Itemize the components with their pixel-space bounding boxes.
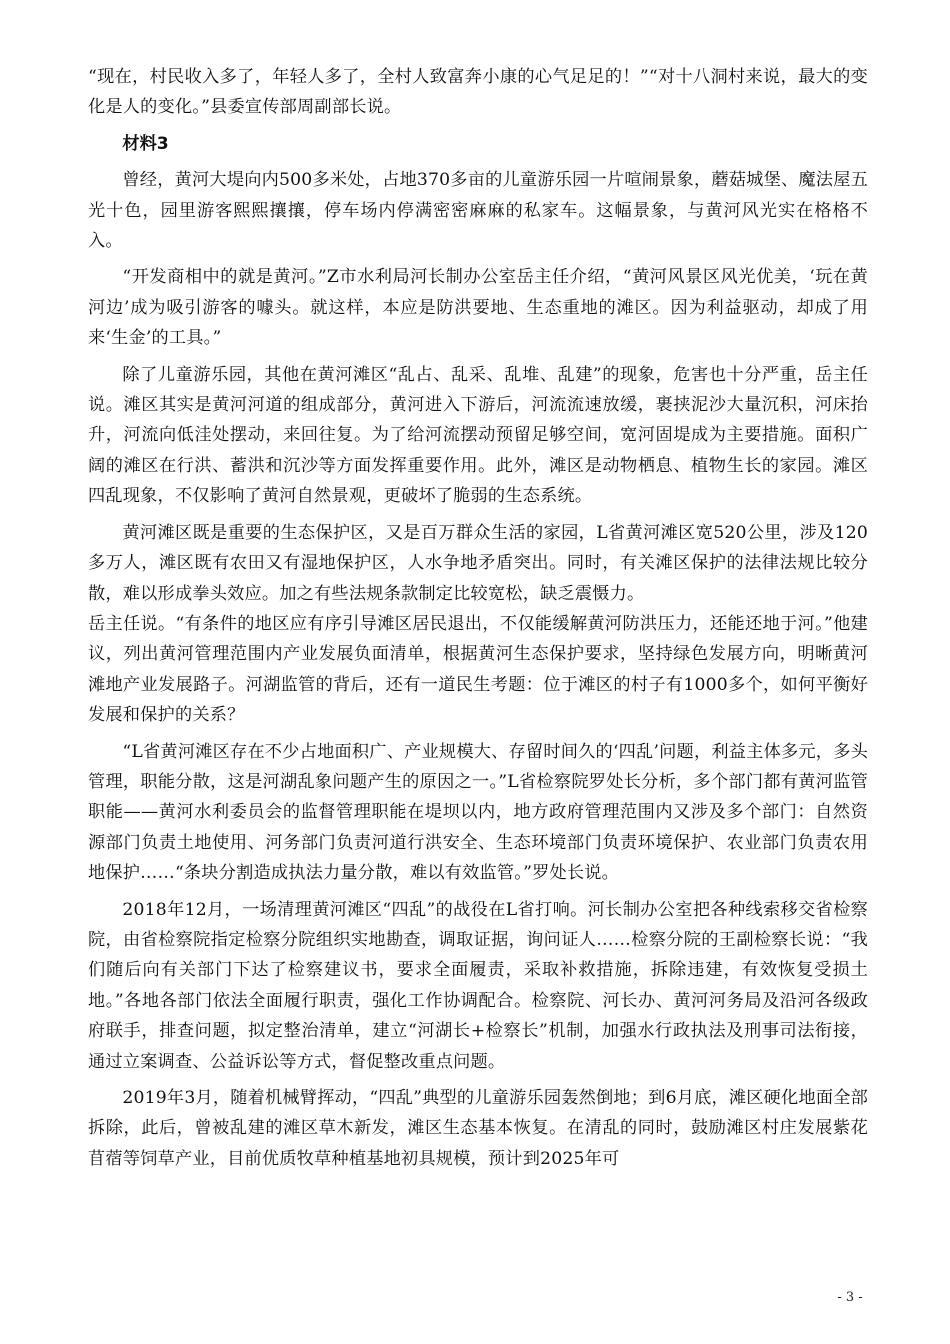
paragraph-2: “开发商相中的就是黄河。”Z市水利局河长制办公室岳主任介绍，“黄河风景区风光优美，‘玩在黄河边’成为吸引游客的噱头。就这样，本应是防洪要地、生态重地的滩区。因为利益驱动，却成了用来‘生金’的工具。” xyxy=(88,267,868,349)
section-heading: 材料3 xyxy=(122,133,169,154)
paragraph-8: 2019年3月，随着机械臂挥动，“四乱”典型的儿童游乐园轰然倒地；到6月底，滩区硬化地面全部拆除，此后，曾被乱建的滩区草木新发，滩区生态基本恢复。在清乱的同时，鼓励滩区村庄发展紫花苜蓿等饲草产业，目前优质牧草种植基地初具规模，预计到2025年可 xyxy=(88,1088,868,1169)
paragraph-4: 黄河滩区既是重要的生态保护区，又是百万群众生活的家园，L省黄河滩区宽520公里，涉及120多万人，滩区既有农田又有湿地保护区，人水争地矛盾突出。同时，有关滩区保护的法律法规比较分散，难以形成拳头效应。加之有些法规条款制定比较宽松，缺乏震慑力。 xyxy=(88,522,868,604)
paragraph-1: 曾经，黄河大堤向内500多米处，占地370多亩的儿童游乐园一片喧闹景象，蘑菇城堡、魔法屋五光十色，园里游客熙熙攘攘，停车场内停满密密麻麻的私家车。这幅景象，与黄河风光实在格格不入。 xyxy=(88,170,868,252)
paragraph-7: 2018年12月，一场清理黄河滩区“四乱”的战役在L省打响。河长制办公室把各种线索移交省检察院，由省检察院指定检察分院组织实地勘查，调取证据，询问证人……检察分院的王副检察长说：“我们随后向有关部门下达了检察建议书，要求全面履责，采取补救措施，拆除违建，有效恢复受损土地。”各地各部门依法全面履行职责，强化工作协调配合。检察院、河长办、黄河河务局及沿河各级政府联手，排查问题，拟定整治清单，建立“河湖长+检察长”机制，加强水行政执法及刑事司法衔接，通过立案调查、公益诉讼等方式，督促整改重点问题。 xyxy=(88,899,868,1072)
paragraph-6: “L省黄河滩区存在不少占地面积广、产业规模大、存留时间久的‘四乱’问题，利益主体多元，多头管理，职能分散，这是河湖乱象问题产生的原因之一。”L省检察院罗处长分析，多个部门都有黄河监管职能——黄河水利委员会的监督管理职能在堤坝以内，地方政府管理范围内又涉及多个部门：自然资源部门负责土地使用、河务部门负责河道行洪安全、生态环境部门负责环境保护、农业部门负责农用地保护……“条块分割造成执法力量分散，难以有效监管。”罗处长说。 xyxy=(88,741,868,884)
intro-paragraph: “现在，村民收入多了，年轻人多了，全村人致富奔小康的心气足足的！”“对十八洞村来说，最大的变化是人的变化。”县委宣传部周副部长说。 xyxy=(88,67,868,118)
page-number: - 3 - xyxy=(837,1290,863,1305)
paragraph-3: 除了儿童游乐园，其他在黄河滩区“乱占、乱采、乱堆、乱建”的现象，危害也十分严重，岳主任说。滩区其实是黄河河道的组成部分，黄河进入下游后，河流流速放缓，裹挟泥沙大量沉积，河床抬升，河流向低洼处摆动，来回往复。为了给河流摆动预留足够空间，宽河固堤成为主要措施。面积广阔的滩区在行洪、蓄洪和沉沙等方面发挥重要作用。此外，滩区是动物栖息、植物生长的家园。滩区四乱现象，不仅影响了黄河自然景观，更破坏了脆弱的生态系统。 xyxy=(88,364,868,507)
document-page xyxy=(88,62,868,1180)
paragraph-5: 岳主任说。“有条件的地区应有序引导滩区居民退出，不仅能缓解黄河防洪压力，还能还地于河。”他建议，列出黄河管理范围内产业发展负面清单，根据黄河生态保护要求，坚持绿色发展方向，明晰黄河滩地产业发展路子。河湖监管的背后，还有一道民生考题：位于滩区的村子有1000多个，如何平衡好发展和保护的关系？ xyxy=(88,613,868,726)
